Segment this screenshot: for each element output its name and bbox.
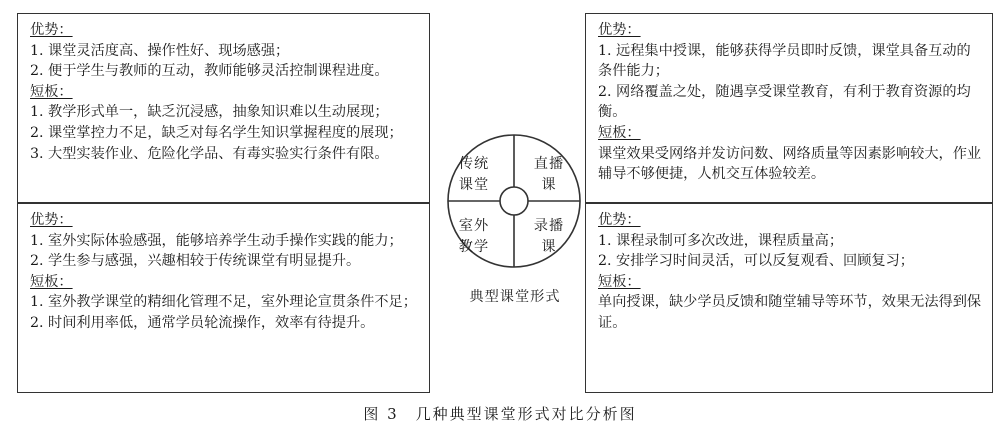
strength-item: 1. 远程集中授课，能够获得学员即时反馈，课堂具备互动的条件能力； bbox=[598, 42, 971, 80]
weakness-item: 1. 教学形式单一，缺乏沉浸感，抽象知识难以生动展现； bbox=[30, 104, 389, 121]
strengths-heading: 优势： bbox=[598, 212, 641, 228]
panel-outdoor-teaching bbox=[17, 203, 430, 393]
classroom-forms-wheel bbox=[446, 126, 582, 276]
wheel-label-traditional: 传统课堂 bbox=[458, 156, 490, 193]
weakness-item: 2. 时间利用率低，通常学员轮流操作，效率有待提升。 bbox=[30, 314, 375, 331]
weakness-item: 2. 课堂掌控力不足，缺乏对每名学生知识掌握程度的展现； bbox=[30, 124, 403, 141]
strengths-heading: 优势： bbox=[30, 212, 73, 228]
weakness-item: 1. 室外教学课堂的精细化管理不足，室外理论宣贯条件不足； bbox=[30, 294, 417, 311]
weakness-item: 3. 大型实装作业、危险化学品、有毒实验实行条件有限。 bbox=[30, 145, 389, 162]
wheel-inner-circle bbox=[500, 187, 528, 215]
weakness-item: 课堂效果受网络并发访问数、网络质量等因素影响较大，作业辅导不够便捷，人机交互体验较差。 bbox=[598, 145, 982, 183]
weaknesses-heading: 短板： bbox=[598, 124, 641, 141]
strength-item: 2. 网络覆盖之处，随遇享受课堂教育，有利于教育资源的均衡。 bbox=[598, 83, 971, 121]
strength-item: 1. 课堂灵活度高、操作性好、现场感强； bbox=[30, 42, 290, 59]
wheel-caption: 典型课堂形式 bbox=[469, 289, 561, 305]
strength-item: 2. 学生参与感强，兴趣相较于传统课堂有明显提升。 bbox=[30, 253, 361, 270]
strengths-heading: 优势： bbox=[30, 22, 73, 38]
panel-recorded-class bbox=[585, 203, 993, 393]
weakness-item: 单向授课，缺少学员反馈和随堂辅导等环节，效果无法得到保证。 bbox=[598, 294, 982, 331]
strengths-heading: 优势： bbox=[598, 22, 641, 38]
strength-item: 1. 课程录制可多次改进，课程质量高； bbox=[598, 232, 844, 249]
weaknesses-heading: 短板： bbox=[598, 273, 641, 290]
figure-caption: 图 3 几种典型课堂形式对比分析图 bbox=[363, 405, 637, 423]
strength-item: 2. 安排学习时间灵活，可以反复观看、回顾复习； bbox=[598, 253, 914, 270]
weaknesses-heading: 短板： bbox=[30, 273, 73, 290]
panel-live-class bbox=[585, 13, 993, 203]
wheel-label-live: 直播课 bbox=[533, 156, 565, 193]
weaknesses-heading: 短板： bbox=[30, 83, 73, 100]
strength-item: 1. 室外实际体验感强，能够培养学生动手操作实践的能力； bbox=[30, 232, 403, 249]
wheel-label-recorded: 录播课 bbox=[533, 218, 565, 255]
strength-item: 2. 便于学生与教师的互动，教师能够灵活控制课程进度。 bbox=[30, 63, 389, 80]
panel-traditional-classroom bbox=[17, 13, 430, 203]
wheel-label-outdoor: 室外教学 bbox=[458, 218, 490, 255]
